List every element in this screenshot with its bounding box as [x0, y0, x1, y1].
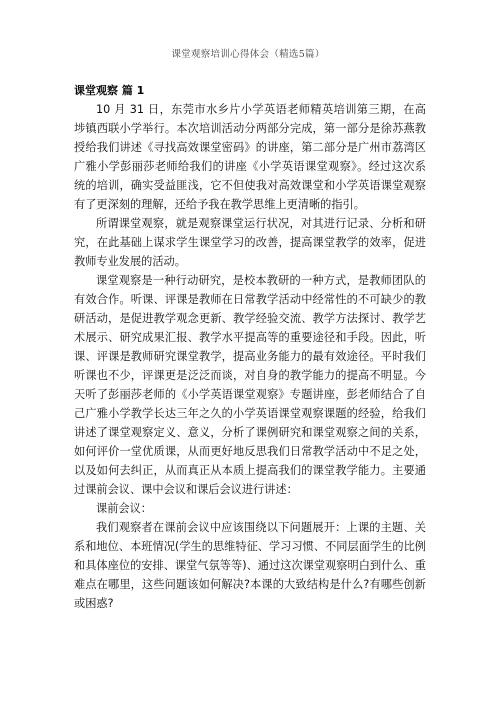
paragraph-3: 课堂观察是一种行动研究，是校本教研的一种方式，是教师团队的有效合作。听课、评课是教师在日常教学活动中经常性的不可缺少的教研活动，是促进教学观念更新、教学经验交流、教学方法探讨、教学艺术展示、研究成果汇报、教学水平提高等的重要途径和手段。因此，听课、评课是教师研究课堂教学，提高业务能力的最有效途径。平时我们听课也不少，评课更是泛泛而谈，对自身的教学能力的提高不明显。今天听了彭丽莎老师的《小学英语课堂观察》专题讲座，彭老师结合了自己广雅小学教学长达三年之久的小学英语课堂观察课题的经验，给我们讲述了课堂观察定义、意义，分析了课例研究和课堂观察之间的关系，如何评价一堂优质课，从而更好地反思我们日常教学活动中不足之处，以及如何去纠正，从而真正从本质上提高我们的课堂教学能力。主要通过课前会议、课中会议和课后会议进行讲述：	[74, 274, 426, 496]
document-title: 课堂观察培训心得体会（精选5篇）	[171, 49, 325, 60]
paragraph-2: 所谓课堂观察，就是观察课堂运行状况，对其进行记录、分析和研究，在此基础上谋求学生课堂学习的改善，提高课堂教学的效率，促进教师专业发展的活动。	[74, 217, 426, 268]
document-body	[74, 100, 426, 613]
paragraph-1: 10 月 31 日，东莞市水乡片小学英语老师精英培训第三期，在高埗镇西联小学举行。本次培训活动分两部分完成，第一部分是徐苏燕教授给我们讲述《寻找高效课堂密码》的讲座，第二部分是广州市荔湾区广雅小学彭丽莎老师给我们的讲座《小学英语课堂观察》。经过这次系统的培训，确实受益匪浅，它不但使我对高效课堂和小学英语课堂观察有了更深刻的理解，还给予我在教学思维上更清晰的指引。	[74, 103, 426, 211]
section-heading: 课堂观察 篇 1	[74, 84, 145, 97]
paragraph-4: 课前会议：	[96, 502, 152, 515]
paragraph-5: 我们观察者在课前会议中应该围绕以下问题展开：上课的主题、关系和地位、本班情况(学生的思维特征、学习习惯、不同层面学生的比例和具体座位的安排、课堂气氛等等)、通过这次课堂观察明白到什么、重难点在哪里，这些问题该如何解决?本课的大致结构是什么?有哪些创新或困惑?	[74, 521, 426, 610]
